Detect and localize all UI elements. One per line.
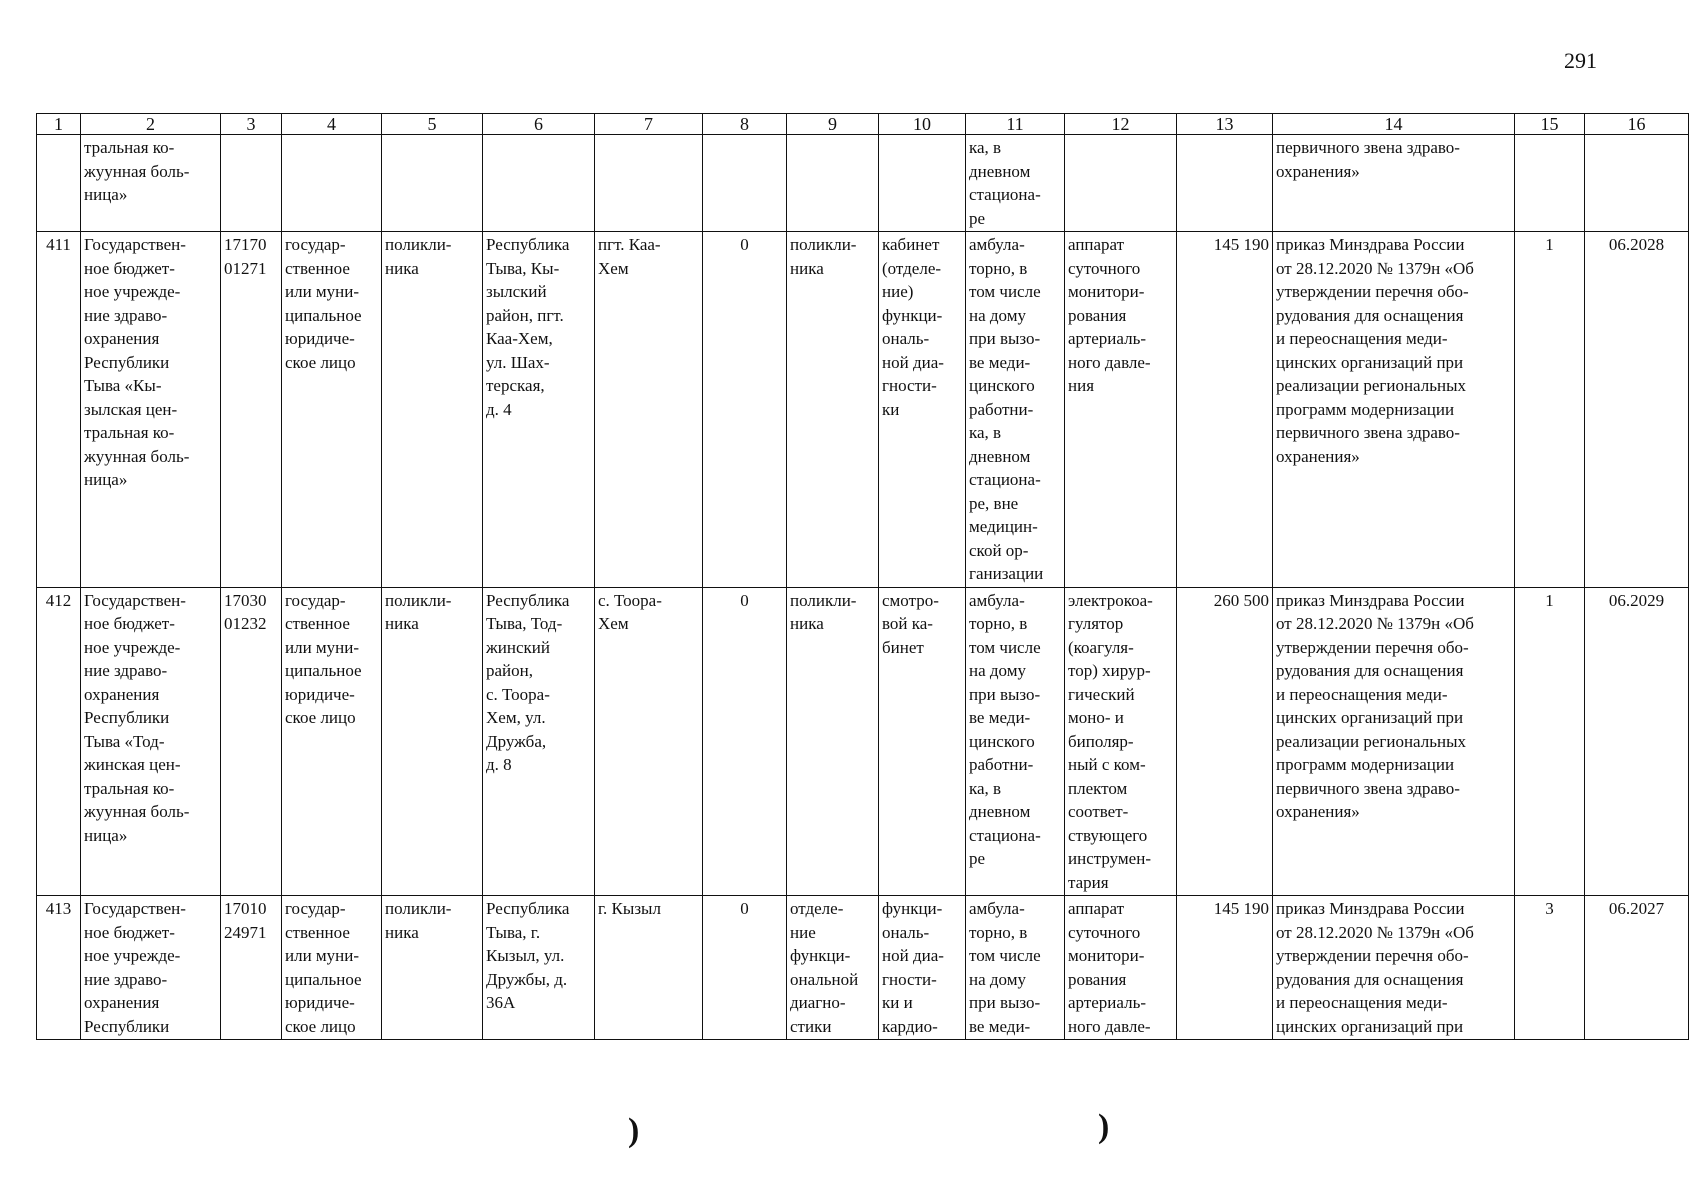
table-cell-col-15: 3 (1515, 896, 1585, 1040)
table-cell-col-10: функци- ональ- ной диа- гности- ки и кардио- (879, 896, 966, 1040)
column-header: 1 (37, 114, 81, 135)
column-header: 9 (787, 114, 879, 135)
table-cell-col-3: 17170 01271 (221, 232, 282, 588)
equipment-table (36, 113, 1689, 1040)
table-cell-col-5 (382, 135, 483, 232)
header-row (37, 114, 1689, 135)
table-cell-col-4: государ- ственное или муни- ципальное юридиче- ское лицо (282, 896, 382, 1040)
table-cell-col-2: Государствен- ное бюджет- ное учрежде- ние здраво- охранения Республики (81, 896, 221, 1040)
table-cell-col-7: г. Кызыл (595, 896, 703, 1040)
table-cell-col-14: приказ Минздрава России от 28.12.2020 № 1379н «Об утверждении перечня обо- рудования для оснащения и переоснащения меди- цинских организаций при реализации региональных программ модернизации первичного звена здраво- охранения» (1273, 232, 1515, 588)
table-cell-col-7 (595, 135, 703, 232)
column-header: 14 (1273, 114, 1515, 135)
table-cell-col-7: пгт. Каа- Хем (595, 232, 703, 588)
column-header: 7 (595, 114, 703, 135)
column-header: 13 (1177, 114, 1273, 135)
table-cell-col-14: первичного звена здраво- охранения» (1273, 135, 1515, 232)
table-cell-col-7: с. Тоора- Хем (595, 587, 703, 896)
page-number: 291 (1564, 48, 1597, 73)
table-cell-col-10: кабинет (отделе- ние) функци- ональ- ной диа- гности- ки (879, 232, 966, 588)
table-cell-col-1: 411 (37, 232, 81, 588)
table-cell-col-16: 06.2027 (1585, 896, 1689, 1040)
table-cell-col-8: 0 (703, 896, 787, 1040)
table-cell-col-15 (1515, 135, 1585, 232)
table-cell-col-5: поликли- ника (382, 232, 483, 588)
table-cell-col-13 (1177, 135, 1273, 232)
column-header: 10 (879, 114, 966, 135)
table-cell-col-13: 260 500 (1177, 587, 1273, 896)
table-cell-col-3: 17030 01232 (221, 587, 282, 896)
table-cell-col-15: 1 (1515, 587, 1585, 896)
table-cell-col-12: аппарат суточного монитори- рования артериаль- ного давле- ния (1065, 232, 1177, 588)
table-cell-col-9: отделе- ние функци- ональной диагно- стики (787, 896, 879, 1040)
table-cell-col-11: амбула- торно, в том числе на дому при вызо- ве меди- (966, 896, 1065, 1040)
table-cell-col-12: аппарат суточного монитори- рования артериаль- ного давле- (1065, 896, 1177, 1040)
table-cell-col-12: электрокоа- гулятор (коагуля- тор) хирур- гический моно- и биполяр- ный с ком- плектом соответ- ствующего инструмен- тария (1065, 587, 1177, 896)
table-cell-col-16: 06.2028 (1585, 232, 1689, 588)
table-row (37, 232, 1689, 588)
table-cell-col-16 (1585, 135, 1689, 232)
table-cell-col-9 (787, 135, 879, 232)
table-cell-col-15: 1 (1515, 232, 1585, 588)
table-cell-col-10 (879, 135, 966, 232)
table-cell-col-3: 17010 24971 (221, 896, 282, 1040)
table-cell-col-11: амбула- торно, в том числе на дому при вызо- ве меди- цинского работни- ка, в дневном стациона- ре, вне медицин- ской ор- ганизации (966, 232, 1065, 588)
table-cell-col-5: поликли- ника (382, 587, 483, 896)
table-cell-col-8: 0 (703, 587, 787, 896)
column-header: 12 (1065, 114, 1177, 135)
table-cell-col-13: 145 190 (1177, 896, 1273, 1040)
table-cell-col-16: 06.2029 (1585, 587, 1689, 896)
column-header: 6 (483, 114, 595, 135)
table-cell-col-14: приказ Минздрава России от 28.12.2020 № 1379н «Об утверждении перечня обо- рудования для оснащения и переоснащения меди- цинских организаций при реализации региональных программ модернизации первичного звена здраво- охранения» (1273, 587, 1515, 896)
handwritten-mark: ) (1098, 1108, 1110, 1145)
table-cell-col-8 (703, 135, 787, 232)
table-cell-col-6: Республика Тыва, Кы- зылский район, пгт. Каа-Хем, ул. Шах- терская, д. 4 (483, 232, 595, 588)
table-row (37, 587, 1689, 896)
table-cell-col-1 (37, 135, 81, 232)
column-header: 2 (81, 114, 221, 135)
table-cell-col-13: 145 190 (1177, 232, 1273, 588)
column-header: 15 (1515, 114, 1585, 135)
table-cell-col-3 (221, 135, 282, 232)
table-cell-col-2: Государствен- ное бюджет- ное учрежде- ние здраво- охранения Республики Тыва «Тод- жинская цен- тральная ко- жуунная боль- ница» (81, 587, 221, 896)
table-cell-col-11: ка, в дневном стациона- ре (966, 135, 1065, 232)
table-cell-col-1: 413 (37, 896, 81, 1040)
table-cell-col-9: поликли- ника (787, 232, 879, 588)
column-header: 11 (966, 114, 1065, 135)
table-row (37, 135, 1689, 232)
table-cell-col-6: Республика Тыва, г. Кызыл, ул. Дружбы, д. 36А (483, 896, 595, 1040)
table-cell-col-2: Государствен- ное бюджет- ное учрежде- ние здраво- охранения Республики Тыва «Кы- зылская цен- тральная ко- жуунная боль- ница» (81, 232, 221, 588)
table-cell-col-8: 0 (703, 232, 787, 588)
table-row (37, 896, 1689, 1040)
column-header: 16 (1585, 114, 1689, 135)
table-cell-col-4: государ- ственное или муни- ципальное юридиче- ское лицо (282, 232, 382, 588)
column-header: 3 (221, 114, 282, 135)
table-cell-col-14: приказ Минздрава России от 28.12.2020 № 1379н «Об утверждении перечня обо- рудования для оснащения и переоснащения меди- цинских организаций при (1273, 896, 1515, 1040)
table-cell-col-1: 412 (37, 587, 81, 896)
table-cell-col-4: государ- ственное или муни- ципальное юридиче- ское лицо (282, 587, 382, 896)
table-cell-col-2: тральная ко- жуунная боль- ница» (81, 135, 221, 232)
table-cell-col-6 (483, 135, 595, 232)
table-cell-col-4 (282, 135, 382, 232)
column-header: 8 (703, 114, 787, 135)
column-header: 5 (382, 114, 483, 135)
table-cell-col-12 (1065, 135, 1177, 232)
column-header: 4 (282, 114, 382, 135)
table-cell-col-10: смотро- вой ка- бинет (879, 587, 966, 896)
table-cell-col-11: амбула- торно, в том числе на дому при вызо- ве меди- цинского работни- ка, в дневном стациона- ре (966, 587, 1065, 896)
table-cell-col-9: поликли- ника (787, 587, 879, 896)
table-cell-col-5: поликли- ника (382, 896, 483, 1040)
handwritten-mark: ) (628, 1112, 640, 1149)
table-cell-col-6: Республика Тыва, Тод- жинский район, с. Тоора- Хем, ул. Дружба, д. 8 (483, 587, 595, 896)
